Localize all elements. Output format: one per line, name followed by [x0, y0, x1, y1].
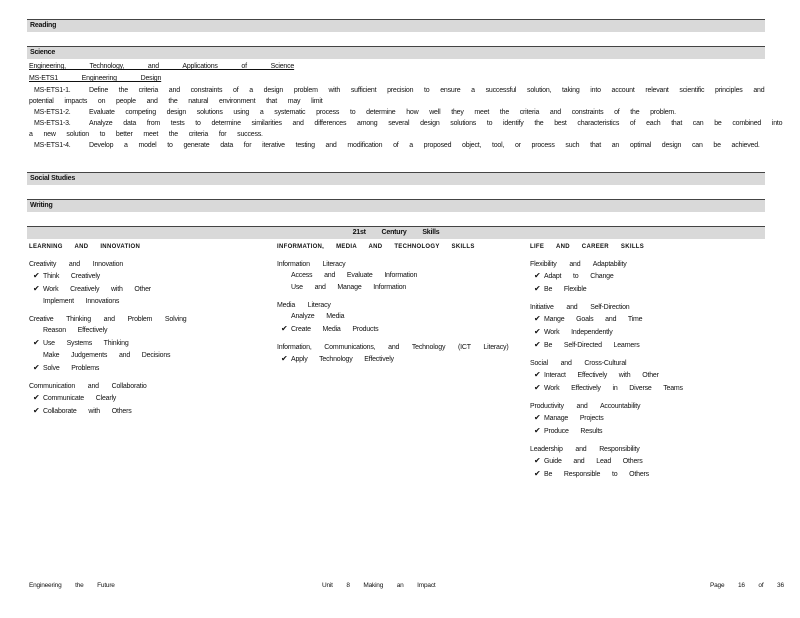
checkmark-icon: ✔: [33, 406, 40, 415]
checkmark-icon: ✔: [281, 324, 288, 333]
checkmark-icon: ✔: [534, 340, 541, 349]
skill-item-label: Be Flexible: [544, 286, 587, 293]
skill-item: [29, 350, 269, 362]
checkmark-icon: ✔: [534, 314, 541, 323]
information-media-column: [277, 244, 517, 372]
skill-group-title: Communication and Collaboratio: [29, 383, 147, 390]
skill-item-label: Collaborate with Others: [43, 408, 132, 415]
skill-item: [277, 270, 517, 282]
skill-group-title: Creativity and Innovation: [29, 261, 124, 268]
skill-item: [277, 282, 517, 294]
skill-item-label: Guide and Lead Others: [544, 458, 643, 465]
checkmark-icon: ✔: [534, 271, 541, 280]
standard-item: [29, 140, 763, 151]
skill-item: [29, 362, 269, 375]
standard-code: MS-ETS1-1.: [34, 87, 71, 94]
skill-item-label: Manage Projects: [544, 415, 604, 422]
skill-item-label: Work Effectively in Diverse Teams: [544, 385, 683, 392]
standard-code: MS-ETS1-2.: [34, 109, 71, 116]
skill-item: [530, 369, 770, 382]
skill-item: [29, 296, 269, 308]
skill-group: [530, 259, 770, 296]
skill-item: [530, 339, 770, 352]
skill-group: [277, 259, 517, 294]
checkmark-icon: ✔: [534, 327, 541, 336]
skill-item: [29, 392, 269, 405]
skill-item: [277, 323, 517, 336]
skill-item-label: Use Systems Thinking: [43, 340, 129, 347]
standard-item: [29, 107, 763, 118]
checkmark-icon: ✔: [534, 456, 541, 465]
standard-text-continued: a new solution to better meet the criteria for success.: [29, 131, 263, 138]
skill-item: [530, 313, 770, 326]
skill-group: [277, 300, 517, 336]
skill-item: [277, 353, 517, 366]
checkmark-icon: ✔: [534, 383, 541, 392]
skill-item-label: Work Creatively with Other: [43, 286, 151, 293]
skill-item: [29, 283, 269, 296]
skills-title: 21st Century Skills: [352, 229, 440, 236]
skill-group: [530, 444, 770, 481]
checkmark-icon: ✔: [33, 284, 40, 293]
skill-item-label: Mange Goals and Time: [544, 316, 643, 323]
skills-header: [27, 226, 765, 239]
skill-item-label: Access and Evaluate Information: [291, 272, 418, 279]
skill-item: [277, 311, 517, 323]
checkmark-icon: ✔: [281, 354, 288, 363]
skill-item: [530, 412, 770, 425]
checkmark-icon: ✔: [534, 370, 541, 379]
standard-code: MS-ETS1-4.: [34, 142, 71, 149]
skill-item: [530, 382, 770, 395]
skill-group-title: Productivity and Accountability: [530, 403, 641, 410]
skill-item-label: Analyze Media: [291, 313, 345, 320]
standard-code: MS-ETS1-3.: [34, 120, 71, 127]
skill-item: [530, 455, 770, 468]
skill-group-title: Information Literacy: [277, 261, 346, 268]
reading-header: Reading: [27, 19, 765, 32]
standard-text: Develop a model to generate data for iterative testing and modification of a proposed object, tool, or process such that an optimal design can be achieved.: [89, 142, 760, 149]
skill-item: [530, 283, 770, 296]
skill-group: [29, 259, 269, 308]
checkmark-icon: ✔: [534, 469, 541, 478]
skill-group: [530, 401, 770, 438]
skill-item-label: Reason Effectively: [43, 327, 108, 334]
skill-item-label: Be Self-Directed Learners: [544, 342, 640, 349]
column-heading: LIFE AND CAREER SKILLS: [530, 244, 645, 250]
skill-item-label: Create Media Products: [291, 326, 379, 333]
skill-item: [530, 270, 770, 283]
skill-group: [29, 381, 269, 418]
standard-text-continued: potential impacts on people and the natural environment that may limit: [29, 98, 323, 105]
skill-group-title: Social and Cross-Cultural: [530, 360, 627, 367]
footer-left: Engineering the Future: [29, 582, 115, 589]
skill-item: [29, 270, 269, 283]
skill-item: [29, 337, 269, 350]
skill-item-label: Interact Effectively with Other: [544, 372, 659, 379]
science-content: [29, 61, 783, 151]
skill-group-title: Information, Communications, and Technology (ICT Literacy): [277, 344, 509, 351]
science-header: Science: [27, 46, 765, 59]
science-heading: Engineering, Technology, and Applications of Science: [29, 63, 295, 70]
footer-center: Unit 8 Making an Impact: [322, 582, 436, 589]
skill-item: [29, 325, 269, 337]
skill-group-title: Media Literacy: [277, 302, 331, 309]
skill-group-title: Leadership and Responsibility: [530, 446, 640, 453]
standard-item: [29, 118, 783, 140]
checkmark-icon: ✔: [33, 338, 40, 347]
skill-group: [530, 302, 770, 352]
standard-text: Analyze data from tests to determine similarities and differences among several design solutions to identify the best characteristics of each that can be combined into: [89, 120, 783, 127]
footer-right: Page 16 of 36: [710, 582, 784, 589]
skill-item: [530, 468, 770, 481]
checkmark-icon: ✔: [534, 413, 541, 422]
checkmark-icon: ✔: [33, 363, 40, 372]
skill-item-label: Adapt to Change: [544, 273, 614, 280]
checkmark-icon: ✔: [33, 271, 40, 280]
skill-item-label: Produce Results: [544, 428, 603, 435]
skill-group: [29, 314, 269, 375]
skill-item-label: Apply Technology Effectively: [291, 356, 394, 363]
skill-group-title: Creative Thinking and Problem Solving: [29, 316, 187, 323]
skill-item-label: Implement Innovations: [43, 298, 120, 305]
skill-group-title: Initiative and Self-Direction: [530, 304, 630, 311]
skill-item: [530, 425, 770, 438]
column-heading: LEARNING AND INNOVATION: [29, 244, 141, 250]
standard-item: [29, 85, 763, 107]
skill-item-label: Solve Problems: [43, 365, 100, 372]
skill-item: [530, 326, 770, 339]
checkmark-icon: ✔: [534, 426, 541, 435]
skill-item-label: Think Creatively: [43, 273, 100, 280]
learning-innovation-column: [29, 244, 269, 424]
skill-item-label: Work Independently: [544, 329, 613, 336]
skill-group: [530, 358, 770, 395]
life-career-column: [530, 244, 770, 487]
skill-item-label: Communicate Clearly: [43, 395, 117, 402]
standard-text: Evaluate competing design solutions using a systematic process to determine how well they meet the criteria and constraints of the problem.: [89, 109, 676, 116]
column-heading: INFORMATION, MEDIA AND TECHNOLOGY SKILLS: [277, 244, 475, 250]
writing-header: Writing: [27, 199, 765, 212]
skill-group-title: Flexibility and Adaptability: [530, 261, 627, 268]
skill-item: [29, 405, 269, 418]
checkmark-icon: ✔: [33, 393, 40, 402]
skill-group: [277, 342, 517, 366]
skill-item-label: Use and Manage Information: [291, 284, 407, 291]
checkmark-icon: ✔: [534, 284, 541, 293]
standard-text: Define the criteria and constraints of a design problem with sufficient precision to ensure a successful solution, taking into account relevant scientific principles and: [89, 87, 765, 94]
skill-item-label: Be Responsible to Others: [544, 471, 649, 478]
social-studies-header: Social Studies: [27, 172, 765, 185]
skill-item-label: Make Judgements and Decisions: [43, 352, 171, 359]
science-subheading: MS-ETS1 Engineering Design: [29, 75, 162, 82]
